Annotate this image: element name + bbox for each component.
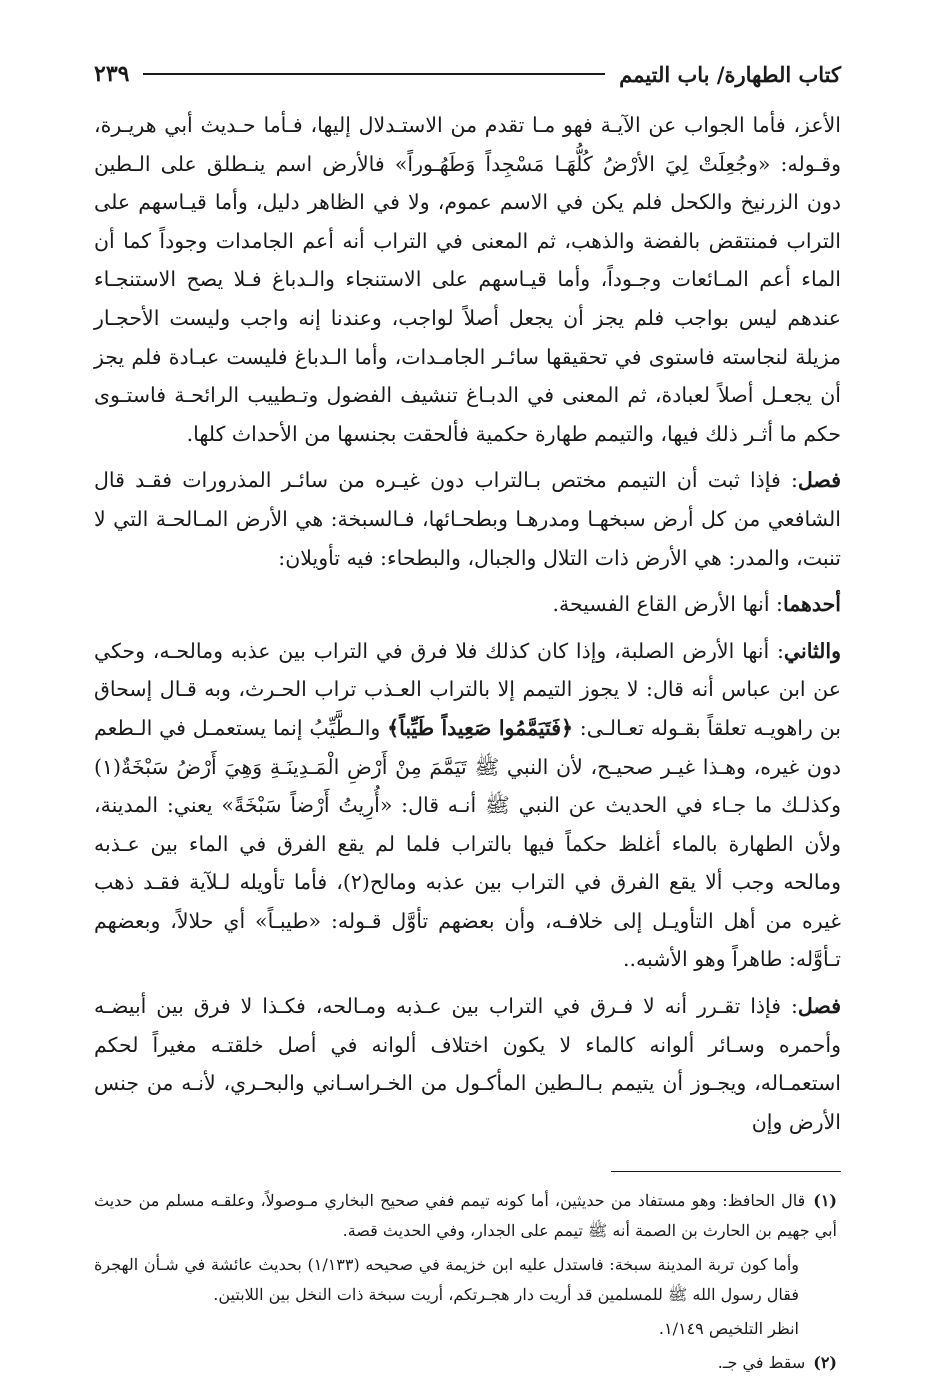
footnote-separator: [611, 1171, 841, 1172]
paragraph-3-text: : أنها الأرض القاع الفسيحة.: [552, 592, 783, 617]
section-label-fasl: فصل: [797, 468, 841, 493]
footnote-2-text: سقط في جـ.: [717, 1353, 806, 1373]
paragraph-5-text: : فإذا تقـرر أنه لا فـرق في التراب بين عـذبه ومـالحه، فكـذا لا فرق بين أبيضـه وأحمره وسـائر ألوانه كالماء لا يكون اختلاف ألوانه في أصل خلقتـه مغيراً لحكم استعمـاله، ويجـوز أن يتيمم بـالـطين المأكـول من الخـراسـاني والبحـري، لأنـه من جنس الأرض وإن: [94, 994, 841, 1134]
main-text: [94, 106, 841, 1141]
footnote-2-marker: (٢): [813, 1353, 837, 1373]
paragraph-4-text-a: : أنها الأرض الصلبة، وإذا كان كذلك فلا فرق في التراب بين عذبه ومالحـه، وحكي عن ابن عباس أنه قال: لا يجوز التيمم إلا بالتراب العـذب تراب الحـرث، وبه قـال إسحاق بن راهويـه تعلقاً بقـوله تعـالـى:: [94, 638, 842, 740]
footnote-1-continuation: [94, 1250, 837, 1310]
paragraph-2: [94, 461, 841, 577]
footnote-1: [94, 1186, 837, 1246]
footnote-1-marker: (١): [813, 1191, 837, 1211]
paragraph-2-text: : فإذا ثبت أن التيمم مختص بـالتراب دون غيـره من سائـر المذرورات فقـد قال الشافعي من كل أرض سبخهـا ومدرهـا وبطحـائها، فـالسبخة: هي الأرض المـالحـة التي لا تنبت، والمدر: هي الأرض ذات التلال والجبال، والبطحاء: فيه تأويلان:: [94, 468, 841, 570]
paragraph-4-text-b: والـطَّيِّبُ إنما يستعمـل في الـطعم دون غيره، وهـذا غيـر صحيـح، لأن النبي ﷺ تَيَمَّمَ مِنْ أَرْضِ الْمَـدِينَـةِ وَهِيَ أَرْضُ سَبْخَةٌ(١) وكذلـك ما جـاء في الحديث عن النبي ﷺ أنـه قال: «أُرِيتُ أَرْضاً سَبْخَةً» يعني: المدينة، ولأن الطهارة بالماء أغلظ حكماً فيها بالتراب فلما لم يقع الفرق في الماء بين عـذبه ومالحه وجب ألا يقع الفرق في التراب بين عذبه ومالح(٢)، فأما تأويله لـلآية فقـد ذهب غيره من أهل التأويـل إلى خلافـه، وأن بعضهم تأوَّل قـوله: «طيبـاً» أي حلالاً، وبعضهم تـأوَّله: طاهراً وهو الأشبه..: [94, 715, 841, 972]
footnotes: [94, 1186, 841, 1378]
paragraph-3: [94, 585, 841, 624]
label-first: أحدهما: [782, 592, 841, 617]
footnote-1-cont2-text: انظر التلخيص ١/١٤٩.: [658, 1319, 799, 1339]
running-header: [94, 52, 841, 96]
label-second: والثاني: [783, 638, 841, 663]
running-title: كتاب الطهارة/ باب التيمم: [619, 61, 841, 87]
footnote-1-reference: [94, 1314, 837, 1344]
footnote-2: [94, 1348, 837, 1378]
header-rule: [143, 73, 605, 75]
quran-verse: ﴿فَتَيَمَّمُوا صَعِيداً طَيِّباً﴾: [387, 715, 574, 740]
paragraph-4: [94, 632, 841, 979]
page-number: ٢٣٩: [94, 61, 130, 87]
paragraph-1-text: الأعز، فأما الجواب عن الآيـة فهو مـا تقدم من الاستـدلال إليها، فـأما حـديث أبي هريـرة، وقـوله: «وجُعِلَتْ لِيَ الأرْضُ كُلُّهَـا مَسْجِداً وَطَهُـوراً» فالأرض اسم ينـطلق على الـطين دون الزرنيخ والكحل فلم يكن في الاسم عموم، ولا في الظاهر دليل، وأما قيـاسهم على التراب فمنتقض بالفضة والذهب، ثم المعنى في التراب أنه أعم الجامدات وجوداً كما أن الماء أعم المـائعات وجـوداً، وأما قيـاسهم على الاستنجاء والـدباغ فـلا يصح الاستنجـاء عندهم ليس بواجب فلم يجز أن يجعل أصلاً لواجب، وعندنا إنه واجب وليست الأحجـار مزيلة لنجاسته فاستوى في تحقيقها سائـر الجامـدات، وأما الـدباغ فليست عبـادة فلم يجز أن يجعـل أصلاً لعبادة، ثم المعنى في الدبـاغ تنشيف الفضول وتـطييب الرائحـة فاستـوى حكم ما أثـر ذلك فيها، والتيمم طهارة حكمية فألحقت بجنسها من الأحداث كلها.: [94, 113, 841, 446]
footnote-1-text: قال الحافظ: وهو مستفاد من حديثين، أما كونه تيمم ففي صحيح البخاري مـوصولاً، وعلقـه مسلم من حديث أبي جهيم بن الحارث بن الصمة أنه ﷺ تيمم على الجدار، وفي الحديث قصة.: [94, 1191, 837, 1241]
paragraph-5: [94, 987, 841, 1141]
paragraph-1: [94, 106, 841, 453]
section-label-fasl-2: فصل: [797, 994, 841, 1019]
footnote-1-cont1-text: وأما كون تربة المدينة سبخة: فاستدل عليه ابن خزيمة في صحيحه (١/١٣٣) بحديث عائشة في شـأن الهجرة فقال رسول الله ﷺ للمسلمين قد أريت دار هجـرتكم، أريت سبخة ذات النخل بين اللابتين.: [94, 1255, 799, 1305]
